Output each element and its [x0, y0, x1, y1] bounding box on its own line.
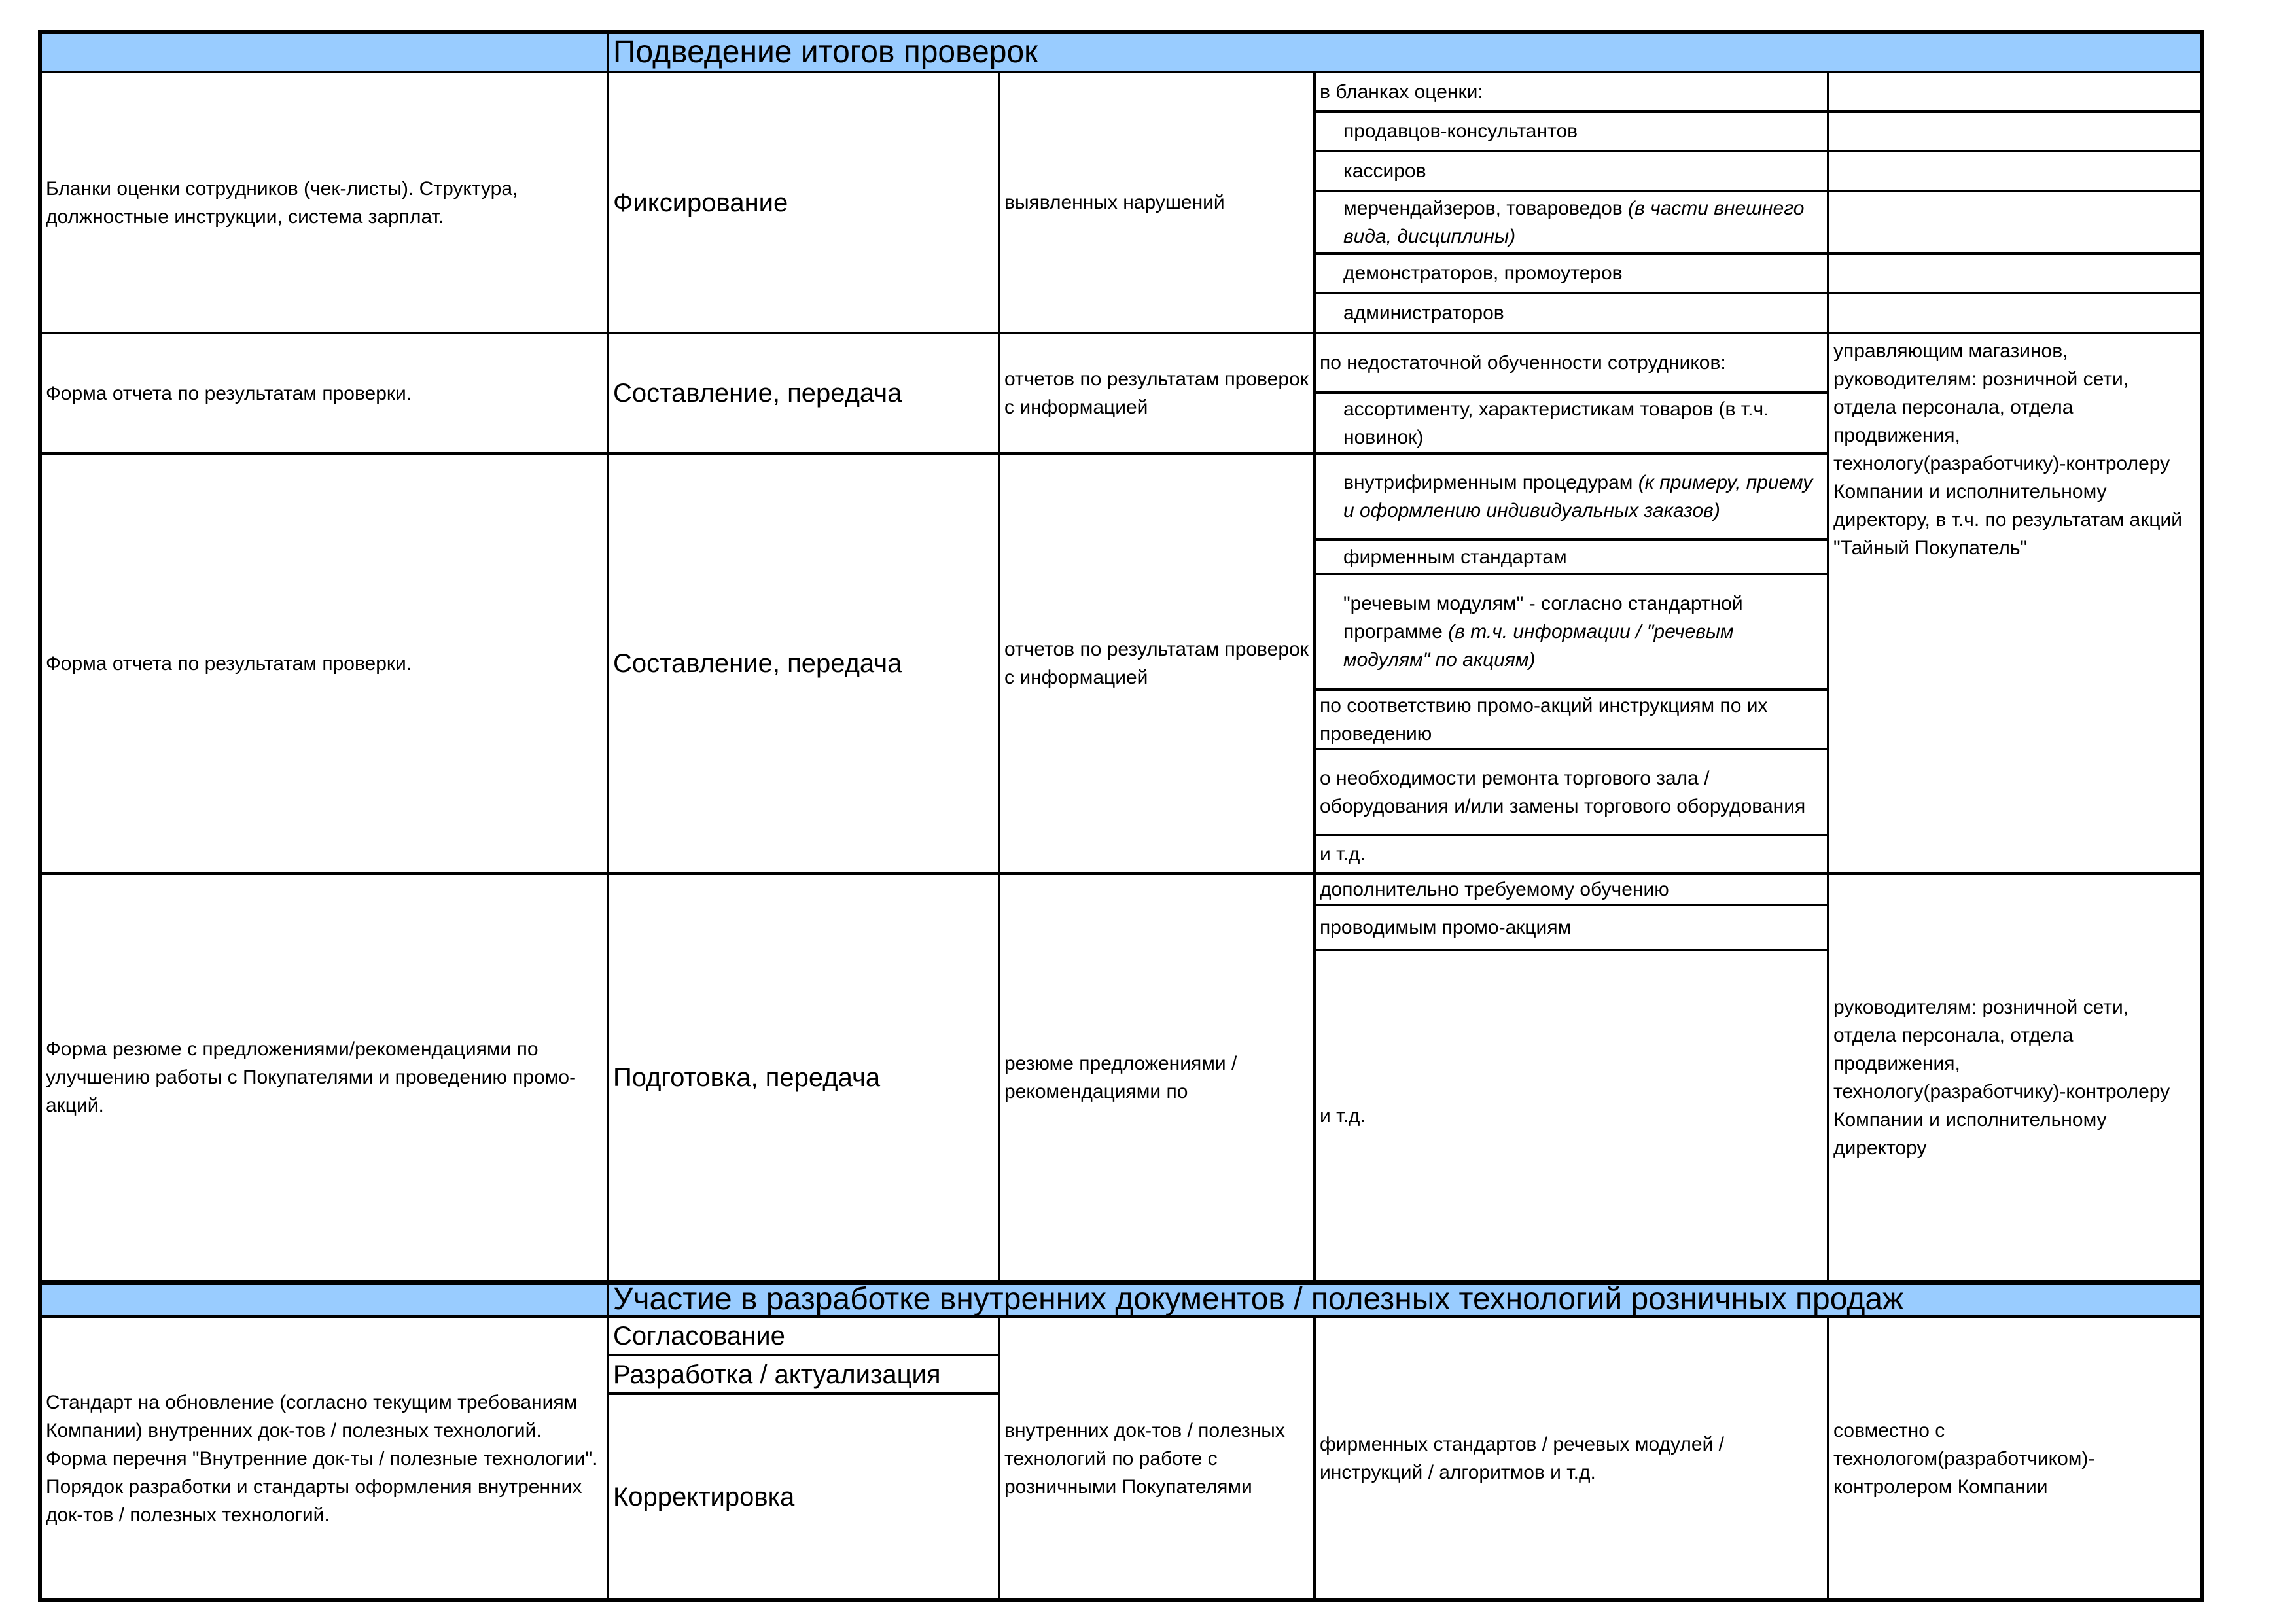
- section2-object: внутренних док-тов / полезных технологий по работе с розничными Покупателями: [1004, 1419, 1285, 1498]
- row4-recipients: руководителям: розничной сети, отдела персонала, отдела продвижения, технологу(разработчику)-контролеру Компании и исполнительному директору: [1833, 996, 2170, 1159]
- section2-recipients: совместно с технологом(разработчиком)-контролером Компании: [1833, 1419, 2095, 1498]
- row3-detail-item: фирменным стандартам: [1343, 546, 1567, 568]
- row1-detail-item: продавцов-консультантов: [1343, 120, 1578, 142]
- row1-details-intro: в бланках оценки:: [1320, 80, 1483, 103]
- row1-action: Фиксирование: [613, 188, 788, 217]
- row3-detail-extra: и т.д.: [1320, 843, 1366, 865]
- row3-object: отчетов по результатам проверок с информацией: [1004, 639, 1309, 688]
- row4-object: резюме предложениями / рекомендациями по: [1004, 1052, 1237, 1102]
- row4-detail-item: и т.д.: [1320, 1104, 1366, 1127]
- row3-action: Составление, передача: [613, 649, 902, 678]
- row1-detail-item: администраторов: [1343, 302, 1504, 324]
- row1-detail-item: кассиров: [1343, 160, 1426, 182]
- row3-basis: Форма отчета по результатам проверки.: [46, 652, 412, 675]
- row3-detail-extra: о необходимости ремонта торгового зала / оборудования и/или замены торгового оборудования: [1320, 767, 1806, 817]
- row1-detail-item-text: мерчендайзеров, товароведов (в части внешнего вида, дисциплины): [1343, 197, 1805, 247]
- section2-title: Участие в разработке внутренних документов / полезных технологий розничных продаж: [613, 1284, 1904, 1315]
- row3-detail-item-text: внутрифирменным процедурам (к примеру, приему и оформлению индивидуальных заказов): [1343, 472, 1813, 521]
- row1-detail-item: демонстраторов, промоутеров: [1343, 262, 1623, 284]
- section1-title: Подведение итогов проверок: [613, 35, 1038, 69]
- row2-object: отчетов по результатам проверок с информацией: [1004, 368, 1309, 418]
- recipients-merged: управляющим магазинов, руководителям: розничной сети, отдела персонала, отдела продвижения, технологу(разработчику)-контролеру Компании и исполнительному директору, в т.ч. по результатам акций "Тайный Покупатель": [1833, 340, 2183, 559]
- row1-basis: Бланки оценки сотрудников (чек-листы). Структура, должностные инструкции, система зарплат.: [46, 177, 518, 228]
- row3-detail-item: [1316, 455, 1827, 538]
- row4-detail-item: дополнительно требуемому обучению: [1320, 878, 1669, 900]
- row3-detail-item-text: "речевым модулям" - согласно стандартной программе (в т.ч. информации / "речевым модулям" по акциям): [1343, 593, 1743, 671]
- row4-action: Подготовка, передача: [613, 1063, 881, 1092]
- row3-detail-item: [1316, 575, 1827, 688]
- row3-detail-extra: по соответствию промо-акций инструкциям по их проведению: [1320, 694, 1768, 745]
- section2-action: Согласование: [613, 1321, 785, 1350]
- row1-detail-item: [1316, 192, 1827, 252]
- row2-action: Составление, передача: [613, 379, 902, 408]
- row2-detail-item: ассортименту, характеристикам товаров (в т.ч. новинок): [1343, 398, 1769, 448]
- section2-details: фирменных стандартов / речевых модулей / инструкций / алгоритмов и т.д.: [1320, 1434, 1725, 1483]
- row4-basis: Форма резюме с предложениями/рекомендациями по улучшению работы с Покупателями и проведению промо-акций.: [46, 1038, 576, 1116]
- section2-action: Корректировка: [613, 1483, 795, 1511]
- row4-detail-item: проводимым промо-акциям: [1320, 917, 1572, 938]
- row2-details-intro: по недостаточной обученности сотрудников:: [1320, 352, 1726, 374]
- section2-basis: Стандарт на обновление (согласно текущим требованиям Компании) внутренних док-тов / полезных технологий. Форма перечня "Внутренние док-ты / полезные технологии". Порядок разработки и стандарты оформления внутренних док-тов / полезных технологий.: [46, 1391, 598, 1526]
- section2-action: Разработка / актуализация: [613, 1360, 941, 1389]
- row1-object: выявленных нарушений: [1004, 192, 1225, 213]
- row2-basis: Форма отчета по результатам проверки.: [46, 382, 412, 404]
